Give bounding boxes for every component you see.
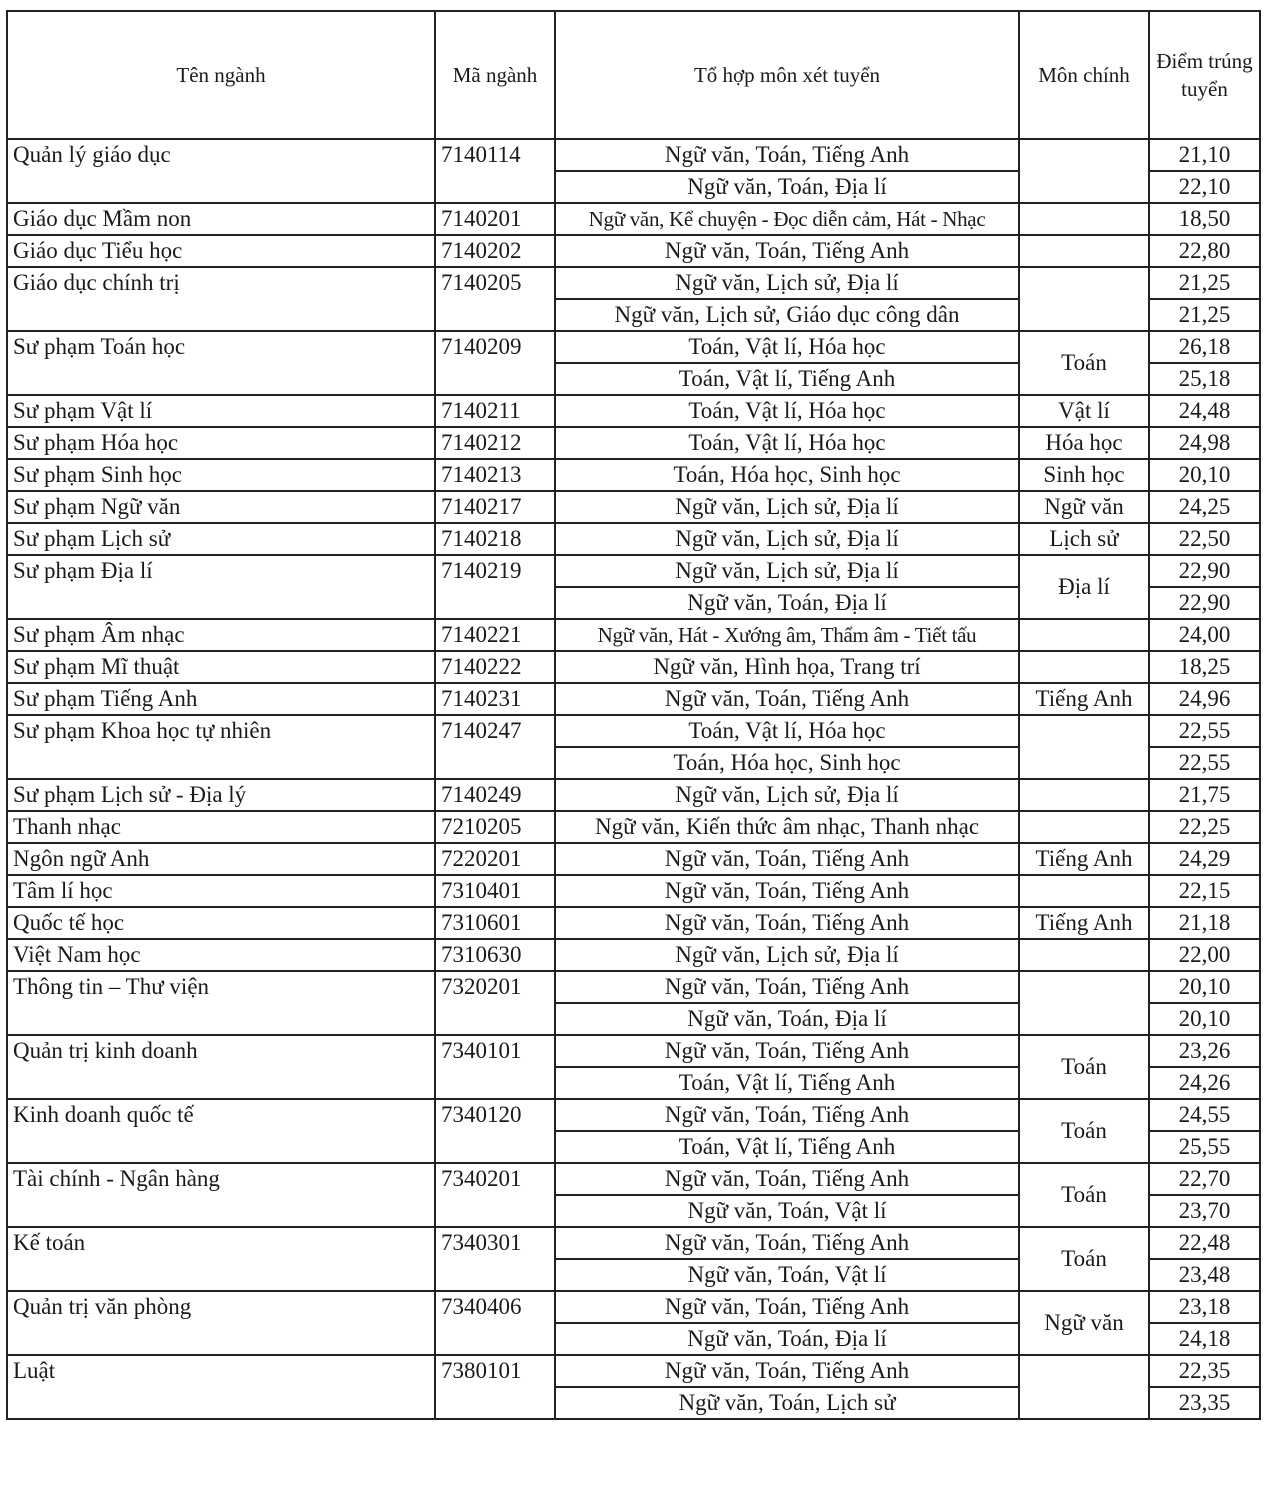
subject-combination-cell: Toán, Vật lí, Tiếng Anh: [555, 1131, 1019, 1163]
major-code-cell: 7210205: [435, 811, 555, 843]
admission-score-cell: 22,00: [1149, 939, 1260, 971]
subject-combination-cell: Toán, Vật lí, Tiếng Anh: [555, 363, 1019, 395]
major-code-cell: 7140209: [435, 331, 555, 395]
major-name-cell: Sư phạm Vật lí: [7, 395, 435, 427]
admission-score-cell: 22,50: [1149, 523, 1260, 555]
subject-combination-cell: Toán, Vật lí, Hóa học: [555, 395, 1019, 427]
major-code-cell: 7140212: [435, 427, 555, 459]
main-subject-cell: Tiếng Anh: [1019, 843, 1149, 875]
major-code-cell: 7340201: [435, 1163, 555, 1227]
table-row: [7, 1227, 1260, 1259]
subject-combination-cell: Ngữ văn, Lịch sử, Địa lí: [555, 779, 1019, 811]
major-name-cell: Thanh nhạc: [7, 811, 435, 843]
admission-score-table: [6, 10, 1261, 1420]
table-row: [7, 139, 1260, 171]
admission-score-cell: 23,35: [1149, 1387, 1260, 1419]
admission-score-cell: 22,35: [1149, 1355, 1260, 1387]
admission-score-cell: 21,18: [1149, 907, 1260, 939]
main-subject-cell: [1019, 1355, 1149, 1419]
major-name-cell: Sư phạm Lịch sử - Địa lý: [7, 779, 435, 811]
admission-score-cell: 18,25: [1149, 651, 1260, 683]
major-name-cell: Sư phạm Lịch sử: [7, 523, 435, 555]
table-row: [7, 907, 1260, 939]
major-name-cell: Giáo dục Mầm non: [7, 203, 435, 235]
subject-combination-cell: Ngữ văn, Lịch sử, Địa lí: [555, 939, 1019, 971]
main-subject-cell: [1019, 811, 1149, 843]
subject-combination-cell: Ngữ văn, Toán, Tiếng Anh: [555, 1291, 1019, 1323]
subject-combination-cell: Toán, Vật lí, Hóa học: [555, 715, 1019, 747]
main-subject-cell: Toán: [1019, 1227, 1149, 1291]
header-major-code: Mã ngành: [435, 11, 555, 139]
subject-combination-cell: Ngữ văn, Toán, Địa lí: [555, 1003, 1019, 1035]
table-row: [7, 427, 1260, 459]
major-name-cell: Luật: [7, 1355, 435, 1419]
admission-score-cell: 24,48: [1149, 395, 1260, 427]
table-row: [7, 235, 1260, 267]
subject-combination-cell: Ngữ văn, Toán, Tiếng Anh: [555, 843, 1019, 875]
admission-score-cell: 22,10: [1149, 171, 1260, 203]
main-subject-cell: Tiếng Anh: [1019, 683, 1149, 715]
table-row: [7, 491, 1260, 523]
admission-score-cell: 21,25: [1149, 267, 1260, 299]
table-row: [7, 811, 1260, 843]
major-name-cell: Sư phạm Khoa học tự nhiên: [7, 715, 435, 779]
main-subject-cell: Toán: [1019, 1099, 1149, 1163]
subject-combination-cell: Ngữ văn, Toán, Tiếng Anh: [555, 1163, 1019, 1195]
subject-combination-cell: Ngữ văn, Toán, Tiếng Anh: [555, 875, 1019, 907]
major-name-cell: Sư phạm Âm nhạc: [7, 619, 435, 651]
subject-combination-cell: Ngữ văn, Hát - Xướng âm, Thẩm âm - Tiết tấu: [555, 619, 1019, 651]
subject-combination-cell: Ngữ văn, Toán, Tiếng Anh: [555, 907, 1019, 939]
subject-combination-cell: Ngữ văn, Lịch sử, Địa lí: [555, 523, 1019, 555]
main-subject-cell: Địa lí: [1019, 555, 1149, 619]
major-code-cell: 7140221: [435, 619, 555, 651]
subject-combination-cell: Ngữ văn, Toán, Tiếng Anh: [555, 1099, 1019, 1131]
subject-combination-cell: Ngữ văn, Kể chuyện - Đọc diễn cảm, Hát - Nhạc: [555, 203, 1019, 235]
table-row: [7, 939, 1260, 971]
main-subject-cell: [1019, 203, 1149, 235]
subject-combination-cell: Toán, Vật lí, Hóa học: [555, 427, 1019, 459]
admission-score-cell: 22,15: [1149, 875, 1260, 907]
table-row: [7, 651, 1260, 683]
subject-combination-cell: Ngữ văn, Toán, Tiếng Anh: [555, 971, 1019, 1003]
admission-score-cell: 21,75: [1149, 779, 1260, 811]
document-page: [6, 10, 1261, 1420]
table-row: [7, 971, 1260, 1003]
major-code-cell: 7310601: [435, 907, 555, 939]
header-major-name: Tên ngành: [7, 11, 435, 139]
main-subject-cell: [1019, 267, 1149, 331]
major-code-cell: 7140218: [435, 523, 555, 555]
major-code-cell: 7310630: [435, 939, 555, 971]
admission-score-cell: 21,25: [1149, 299, 1260, 331]
subject-combination-cell: Ngữ văn, Toán, Tiếng Anh: [555, 1227, 1019, 1259]
admission-score-cell: 18,50: [1149, 203, 1260, 235]
major-name-cell: Sư phạm Mĩ thuật: [7, 651, 435, 683]
main-subject-cell: Sinh học: [1019, 459, 1149, 491]
admission-score-cell: 20,10: [1149, 459, 1260, 491]
major-name-cell: Việt Nam học: [7, 939, 435, 971]
admission-score-cell: 21,10: [1149, 139, 1260, 171]
subject-combination-cell: Toán, Hóa học, Sinh học: [555, 747, 1019, 779]
table-row: [7, 843, 1260, 875]
table-row: [7, 1163, 1260, 1195]
major-name-cell: Kinh doanh quốc tế: [7, 1099, 435, 1163]
main-subject-cell: Ngữ văn: [1019, 1291, 1149, 1355]
table-row: [7, 267, 1260, 299]
table-row: [7, 1035, 1260, 1067]
table-row: [7, 1099, 1260, 1131]
major-code-cell: 7140213: [435, 459, 555, 491]
subject-combination-cell: Toán, Vật lí, Tiếng Anh: [555, 1067, 1019, 1099]
subject-combination-cell: Ngữ văn, Toán, Vật lí: [555, 1259, 1019, 1291]
major-name-cell: Tài chính - Ngân hàng: [7, 1163, 435, 1227]
admission-score-cell: 24,26: [1149, 1067, 1260, 1099]
major-name-cell: Quản lý giáo dục: [7, 139, 435, 203]
major-name-cell: Giáo dục chính trị: [7, 267, 435, 331]
admission-score-cell: 24,98: [1149, 427, 1260, 459]
table-row: [7, 203, 1260, 235]
subject-combination-cell: Ngữ văn, Toán, Tiếng Anh: [555, 235, 1019, 267]
major-code-cell: 7340101: [435, 1035, 555, 1099]
major-code-cell: 7220201: [435, 843, 555, 875]
main-subject-cell: Tiếng Anh: [1019, 907, 1149, 939]
major-code-cell: 7140205: [435, 267, 555, 331]
subject-combination-cell: Toán, Vật lí, Hóa học: [555, 331, 1019, 363]
admission-score-cell: 23,26: [1149, 1035, 1260, 1067]
header-admission-score: Điểm trúng tuyển: [1149, 11, 1260, 139]
table-row: [7, 875, 1260, 907]
main-subject-cell: Lịch sử: [1019, 523, 1149, 555]
major-code-cell: 7140219: [435, 555, 555, 619]
admission-score-cell: 24,18: [1149, 1323, 1260, 1355]
main-subject-cell: [1019, 235, 1149, 267]
admission-score-cell: 22,90: [1149, 587, 1260, 619]
main-subject-cell: Ngữ văn: [1019, 491, 1149, 523]
major-name-cell: Sư phạm Địa lí: [7, 555, 435, 619]
main-subject-cell: [1019, 139, 1149, 203]
admission-score-cell: 20,10: [1149, 1003, 1260, 1035]
subject-combination-cell: Ngữ văn, Lịch sử, Địa lí: [555, 267, 1019, 299]
header-main-subject: Môn chính: [1019, 11, 1149, 139]
admission-score-cell: 22,90: [1149, 555, 1260, 587]
table-row: [7, 331, 1260, 363]
table-row: [7, 1355, 1260, 1387]
admission-score-cell: 23,18: [1149, 1291, 1260, 1323]
table-row: [7, 715, 1260, 747]
major-code-cell: 7340301: [435, 1227, 555, 1291]
table-row: [7, 523, 1260, 555]
admission-score-cell: 22,25: [1149, 811, 1260, 843]
subject-combination-cell: Ngữ văn, Lịch sử, Địa lí: [555, 491, 1019, 523]
major-name-cell: Quản trị văn phòng: [7, 1291, 435, 1355]
header-row: [7, 11, 1260, 139]
major-code-cell: 7140231: [435, 683, 555, 715]
admission-score-cell: 26,18: [1149, 331, 1260, 363]
major-code-cell: 7310401: [435, 875, 555, 907]
admission-score-cell: 25,55: [1149, 1131, 1260, 1163]
major-name-cell: Sư phạm Ngữ văn: [7, 491, 435, 523]
subject-combination-cell: Ngữ văn, Toán, Tiếng Anh: [555, 139, 1019, 171]
table-row: [7, 683, 1260, 715]
subject-combination-cell: Ngữ văn, Toán, Địa lí: [555, 171, 1019, 203]
table-row: [7, 395, 1260, 427]
admission-score-cell: 24,00: [1149, 619, 1260, 651]
admission-score-cell: 22,55: [1149, 715, 1260, 747]
main-subject-cell: [1019, 971, 1149, 1035]
admission-score-cell: 22,48: [1149, 1227, 1260, 1259]
admission-score-cell: 22,80: [1149, 235, 1260, 267]
major-code-cell: 7140217: [435, 491, 555, 523]
subject-combination-cell: Ngữ văn, Toán, Tiếng Anh: [555, 683, 1019, 715]
subject-combination-cell: Ngữ văn, Toán, Địa lí: [555, 1323, 1019, 1355]
major-code-cell: 7140201: [435, 203, 555, 235]
main-subject-cell: [1019, 651, 1149, 683]
subject-combination-cell: Ngữ văn, Toán, Tiếng Anh: [555, 1355, 1019, 1387]
admission-score-cell: 25,18: [1149, 363, 1260, 395]
admission-score-cell: 23,48: [1149, 1259, 1260, 1291]
subject-combination-cell: Ngữ văn, Toán, Tiếng Anh: [555, 1035, 1019, 1067]
major-name-cell: Quản trị kinh doanh: [7, 1035, 435, 1099]
major-code-cell: 7140247: [435, 715, 555, 779]
subject-combination-cell: Ngữ văn, Lịch sử, Giáo dục công dân: [555, 299, 1019, 331]
admission-score-cell: 22,55: [1149, 747, 1260, 779]
subject-combination-cell: Ngữ văn, Lịch sử, Địa lí: [555, 555, 1019, 587]
main-subject-cell: Toán: [1019, 331, 1149, 395]
admission-score-cell: 23,70: [1149, 1195, 1260, 1227]
table-row: [7, 1291, 1260, 1323]
subject-combination-cell: Ngữ văn, Toán, Địa lí: [555, 587, 1019, 619]
table-row: [7, 459, 1260, 491]
major-name-cell: Sư phạm Tiếng Anh: [7, 683, 435, 715]
main-subject-cell: [1019, 875, 1149, 907]
table-body: [7, 139, 1260, 1419]
admission-score-cell: 24,96: [1149, 683, 1260, 715]
major-code-cell: 7140202: [435, 235, 555, 267]
admission-score-cell: 24,25: [1149, 491, 1260, 523]
admission-score-cell: 24,29: [1149, 843, 1260, 875]
subject-combination-cell: Ngữ văn, Kiến thức âm nhạc, Thanh nhạc: [555, 811, 1019, 843]
table-row: [7, 555, 1260, 587]
table-row: [7, 779, 1260, 811]
major-code-cell: 7380101: [435, 1355, 555, 1419]
subject-combination-cell: Toán, Hóa học, Sinh học: [555, 459, 1019, 491]
main-subject-cell: Toán: [1019, 1035, 1149, 1099]
main-subject-cell: [1019, 939, 1149, 971]
main-subject-cell: Vật lí: [1019, 395, 1149, 427]
subject-combination-cell: Ngữ văn, Toán, Vật lí: [555, 1195, 1019, 1227]
subject-combination-cell: Ngữ văn, Hình họa, Trang trí: [555, 651, 1019, 683]
major-name-cell: Thông tin – Thư viện: [7, 971, 435, 1035]
subject-combination-cell: Ngữ văn, Toán, Lịch sử: [555, 1387, 1019, 1419]
main-subject-cell: Hóa học: [1019, 427, 1149, 459]
main-subject-cell: Toán: [1019, 1163, 1149, 1227]
major-name-cell: Sư phạm Sinh học: [7, 459, 435, 491]
main-subject-cell: [1019, 779, 1149, 811]
main-subject-cell: [1019, 619, 1149, 651]
admission-score-cell: 24,55: [1149, 1099, 1260, 1131]
major-code-cell: 7140114: [435, 139, 555, 203]
table-row: [7, 619, 1260, 651]
major-name-cell: Tâm lí học: [7, 875, 435, 907]
major-code-cell: 7140249: [435, 779, 555, 811]
major-code-cell: 7140211: [435, 395, 555, 427]
major-name-cell: Giáo dục Tiểu học: [7, 235, 435, 267]
major-code-cell: 7140222: [435, 651, 555, 683]
major-code-cell: 7340406: [435, 1291, 555, 1355]
main-subject-cell: [1019, 715, 1149, 779]
major-name-cell: Ngôn ngữ Anh: [7, 843, 435, 875]
major-code-cell: 7340120: [435, 1099, 555, 1163]
header-subject-combination: Tổ hợp môn xét tuyển: [555, 11, 1019, 139]
major-name-cell: Quốc tế học: [7, 907, 435, 939]
admission-score-cell: 22,70: [1149, 1163, 1260, 1195]
major-code-cell: 7320201: [435, 971, 555, 1035]
major-name-cell: Kế toán: [7, 1227, 435, 1291]
major-name-cell: Sư phạm Hóa học: [7, 427, 435, 459]
admission-score-cell: 20,10: [1149, 971, 1260, 1003]
major-name-cell: Sư phạm Toán học: [7, 331, 435, 395]
